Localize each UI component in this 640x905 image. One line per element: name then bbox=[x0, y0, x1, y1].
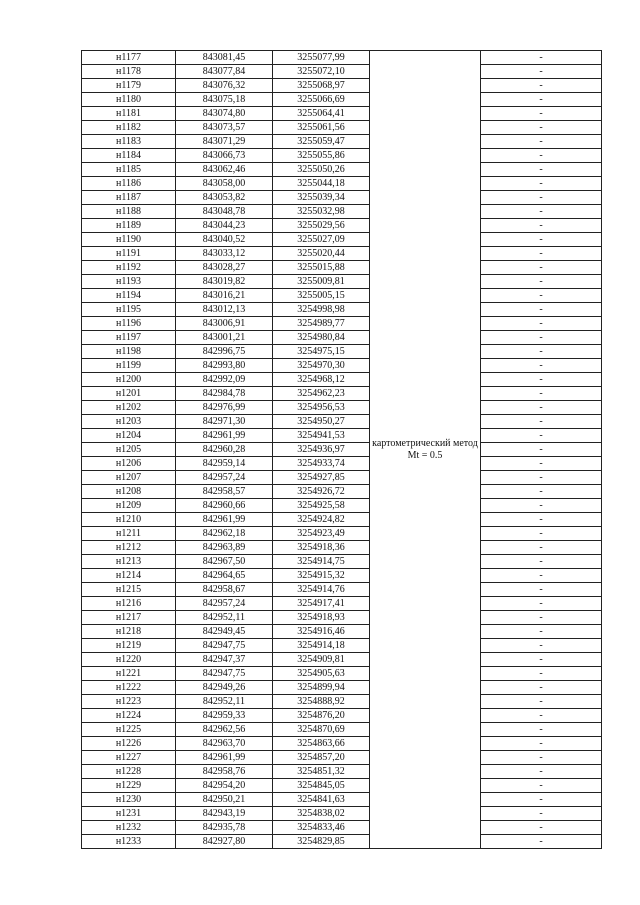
point-id-cell: н1183 bbox=[82, 135, 176, 149]
point-id-cell: н1226 bbox=[82, 737, 176, 751]
x-coordinate-cell: 843062,46 bbox=[176, 163, 273, 177]
table-row bbox=[82, 625, 602, 639]
dash-cell: - bbox=[481, 597, 602, 611]
x-coordinate-cell: 842957,24 bbox=[176, 471, 273, 485]
x-coordinate-cell: 842961,99 bbox=[176, 513, 273, 527]
table-row bbox=[82, 723, 602, 737]
table-row bbox=[82, 65, 602, 79]
dash-cell: - bbox=[481, 303, 602, 317]
dash-cell: - bbox=[481, 443, 602, 457]
x-coordinate-cell: 843006,91 bbox=[176, 317, 273, 331]
dash-cell: - bbox=[481, 289, 602, 303]
x-coordinate-cell: 842947,37 bbox=[176, 653, 273, 667]
dash-cell: - bbox=[481, 639, 602, 653]
x-coordinate-cell: 843075,18 bbox=[176, 93, 273, 107]
x-coordinate-cell: 842996,75 bbox=[176, 345, 273, 359]
x-coordinate-cell: 843053,82 bbox=[176, 191, 273, 205]
point-id-cell: н1203 bbox=[82, 415, 176, 429]
point-id-cell: н1231 bbox=[82, 807, 176, 821]
x-coordinate-cell: 842935,78 bbox=[176, 821, 273, 835]
x-coordinate-cell: 842947,75 bbox=[176, 667, 273, 681]
y-coordinate-cell: 3254941,53 bbox=[273, 429, 370, 443]
dash-cell: - bbox=[481, 569, 602, 583]
table-row bbox=[82, 583, 602, 597]
y-coordinate-cell: 3255032,98 bbox=[273, 205, 370, 219]
x-coordinate-cell: 842967,50 bbox=[176, 555, 273, 569]
dash-cell: - bbox=[481, 79, 602, 93]
x-coordinate-cell: 843033,12 bbox=[176, 247, 273, 261]
y-coordinate-cell: 3254980,84 bbox=[273, 331, 370, 345]
y-coordinate-cell: 3254914,18 bbox=[273, 639, 370, 653]
dash-cell: - bbox=[481, 793, 602, 807]
dash-cell: - bbox=[481, 821, 602, 835]
table-row bbox=[82, 177, 602, 191]
x-coordinate-cell: 843028,27 bbox=[176, 261, 273, 275]
x-coordinate-cell: 842960,66 bbox=[176, 499, 273, 513]
table-row bbox=[82, 359, 602, 373]
table-row bbox=[82, 653, 602, 667]
x-coordinate-cell: 842952,11 bbox=[176, 611, 273, 625]
point-id-cell: н1179 bbox=[82, 79, 176, 93]
y-coordinate-cell: 3254876,20 bbox=[273, 709, 370, 723]
table-row bbox=[82, 555, 602, 569]
point-id-cell: н1202 bbox=[82, 401, 176, 415]
table-row bbox=[82, 415, 602, 429]
table-row bbox=[82, 205, 602, 219]
x-coordinate-cell: 843077,84 bbox=[176, 65, 273, 79]
dash-cell: - bbox=[481, 135, 602, 149]
dash-cell: - bbox=[481, 485, 602, 499]
y-coordinate-cell: 3254870,69 bbox=[273, 723, 370, 737]
dash-cell: - bbox=[481, 149, 602, 163]
y-coordinate-cell: 3254914,76 bbox=[273, 583, 370, 597]
x-coordinate-cell: 842992,09 bbox=[176, 373, 273, 387]
dash-cell: - bbox=[481, 93, 602, 107]
point-id-cell: н1204 bbox=[82, 429, 176, 443]
point-id-cell: н1184 bbox=[82, 149, 176, 163]
x-coordinate-cell: 842949,26 bbox=[176, 681, 273, 695]
table-row bbox=[82, 737, 602, 751]
dash-cell: - bbox=[481, 247, 602, 261]
point-id-cell: н1216 bbox=[82, 597, 176, 611]
dash-cell: - bbox=[481, 499, 602, 513]
table-row bbox=[82, 681, 602, 695]
dash-cell: - bbox=[481, 681, 602, 695]
table-row bbox=[82, 443, 602, 457]
point-id-cell: н1212 bbox=[82, 541, 176, 555]
x-coordinate-cell: 842961,99 bbox=[176, 429, 273, 443]
y-coordinate-cell: 3254829,85 bbox=[273, 835, 370, 849]
point-id-cell: н1224 bbox=[82, 709, 176, 723]
point-id-cell: н1218 bbox=[82, 625, 176, 639]
y-coordinate-cell: 3254888,92 bbox=[273, 695, 370, 709]
table-row bbox=[82, 429, 602, 443]
x-coordinate-cell: 843019,82 bbox=[176, 275, 273, 289]
table-row bbox=[82, 639, 602, 653]
table-row bbox=[82, 709, 602, 723]
y-coordinate-cell: 3254970,30 bbox=[273, 359, 370, 373]
table-row bbox=[82, 163, 602, 177]
x-coordinate-cell: 842943,19 bbox=[176, 807, 273, 821]
y-coordinate-cell: 3255009,81 bbox=[273, 275, 370, 289]
point-id-cell: н1185 bbox=[82, 163, 176, 177]
point-id-cell: н1182 bbox=[82, 121, 176, 135]
table-row bbox=[82, 233, 602, 247]
dash-cell: - bbox=[481, 541, 602, 555]
y-coordinate-cell: 3255064,41 bbox=[273, 107, 370, 121]
y-coordinate-cell: 3254927,85 bbox=[273, 471, 370, 485]
x-coordinate-cell: 843071,29 bbox=[176, 135, 273, 149]
dash-cell: - bbox=[481, 205, 602, 219]
point-id-cell: н1222 bbox=[82, 681, 176, 695]
x-coordinate-cell: 843001,21 bbox=[176, 331, 273, 345]
point-id-cell: н1229 bbox=[82, 779, 176, 793]
table-row bbox=[82, 289, 602, 303]
point-id-cell: н1195 bbox=[82, 303, 176, 317]
y-coordinate-cell: 3254956,53 bbox=[273, 401, 370, 415]
y-coordinate-cell: 3254933,74 bbox=[273, 457, 370, 471]
x-coordinate-cell: 842976,99 bbox=[176, 401, 273, 415]
x-coordinate-cell: 843044,23 bbox=[176, 219, 273, 233]
y-coordinate-cell: 3254916,46 bbox=[273, 625, 370, 639]
point-id-cell: н1214 bbox=[82, 569, 176, 583]
table-row bbox=[82, 807, 602, 821]
y-coordinate-cell: 3255029,56 bbox=[273, 219, 370, 233]
coordinates-table-body bbox=[82, 51, 602, 849]
x-coordinate-cell: 842961,99 bbox=[176, 751, 273, 765]
point-id-cell: н1200 bbox=[82, 373, 176, 387]
method-note-cell: картометрический метод Mt = 0.5 bbox=[370, 51, 481, 849]
y-coordinate-cell: 3254838,02 bbox=[273, 807, 370, 821]
y-coordinate-cell: 3254924,82 bbox=[273, 513, 370, 527]
table-row bbox=[82, 79, 602, 93]
x-coordinate-cell: 842963,70 bbox=[176, 737, 273, 751]
point-id-cell: н1189 bbox=[82, 219, 176, 233]
table-row bbox=[82, 135, 602, 149]
dash-cell: - bbox=[481, 317, 602, 331]
dash-cell: - bbox=[481, 709, 602, 723]
point-id-cell: н1230 bbox=[82, 793, 176, 807]
table-row bbox=[82, 499, 602, 513]
y-coordinate-cell: 3255005,15 bbox=[273, 289, 370, 303]
table-row bbox=[82, 345, 602, 359]
y-coordinate-cell: 3254925,58 bbox=[273, 499, 370, 513]
dash-cell: - bbox=[481, 51, 602, 65]
x-coordinate-cell: 842949,45 bbox=[176, 625, 273, 639]
y-coordinate-cell: 3254841,63 bbox=[273, 793, 370, 807]
dash-cell: - bbox=[481, 667, 602, 681]
table-row bbox=[82, 303, 602, 317]
table-row bbox=[82, 219, 602, 233]
x-coordinate-cell: 842958,57 bbox=[176, 485, 273, 499]
point-id-cell: н1233 bbox=[82, 835, 176, 849]
x-coordinate-cell: 842962,18 bbox=[176, 527, 273, 541]
dash-cell: - bbox=[481, 345, 602, 359]
dash-cell: - bbox=[481, 765, 602, 779]
y-coordinate-cell: 3255044,18 bbox=[273, 177, 370, 191]
dash-cell: - bbox=[481, 177, 602, 191]
table-row bbox=[82, 401, 602, 415]
table-row bbox=[82, 261, 602, 275]
dash-cell: - bbox=[481, 233, 602, 247]
point-id-cell: н1207 bbox=[82, 471, 176, 485]
x-coordinate-cell: 843058,00 bbox=[176, 177, 273, 191]
x-coordinate-cell: 842962,56 bbox=[176, 723, 273, 737]
x-coordinate-cell: 842963,89 bbox=[176, 541, 273, 555]
point-id-cell: н1213 bbox=[82, 555, 176, 569]
point-id-cell: н1177 bbox=[82, 51, 176, 65]
table-row bbox=[82, 471, 602, 485]
table-row bbox=[82, 667, 602, 681]
y-coordinate-cell: 3255066,69 bbox=[273, 93, 370, 107]
point-id-cell: н1187 bbox=[82, 191, 176, 205]
table-row bbox=[82, 765, 602, 779]
table-row bbox=[82, 317, 602, 331]
table-row bbox=[82, 121, 602, 135]
point-id-cell: н1217 bbox=[82, 611, 176, 625]
y-coordinate-cell: 3254923,49 bbox=[273, 527, 370, 541]
table-row bbox=[82, 149, 602, 163]
point-id-cell: н1220 bbox=[82, 653, 176, 667]
y-coordinate-cell: 3254936,97 bbox=[273, 443, 370, 457]
dash-cell: - bbox=[481, 723, 602, 737]
x-coordinate-cell: 842927,80 bbox=[176, 835, 273, 849]
y-coordinate-cell: 3254899,94 bbox=[273, 681, 370, 695]
point-id-cell: н1211 bbox=[82, 527, 176, 541]
dash-cell: - bbox=[481, 835, 602, 849]
y-coordinate-cell: 3254914,75 bbox=[273, 555, 370, 569]
x-coordinate-cell: 842958,67 bbox=[176, 583, 273, 597]
table-row bbox=[82, 611, 602, 625]
dash-cell: - bbox=[481, 751, 602, 765]
dash-cell: - bbox=[481, 457, 602, 471]
table-row bbox=[82, 331, 602, 345]
y-coordinate-cell: 3255015,88 bbox=[273, 261, 370, 275]
table-row bbox=[82, 373, 602, 387]
x-coordinate-cell: 842971,30 bbox=[176, 415, 273, 429]
point-id-cell: н1199 bbox=[82, 359, 176, 373]
table-row bbox=[82, 485, 602, 499]
dash-cell: - bbox=[481, 401, 602, 415]
point-id-cell: н1221 bbox=[82, 667, 176, 681]
point-id-cell: н1215 bbox=[82, 583, 176, 597]
dash-cell: - bbox=[481, 583, 602, 597]
point-id-cell: н1180 bbox=[82, 93, 176, 107]
y-coordinate-cell: 3254926,72 bbox=[273, 485, 370, 499]
y-coordinate-cell: 3254845,05 bbox=[273, 779, 370, 793]
y-coordinate-cell: 3254833,46 bbox=[273, 821, 370, 835]
y-coordinate-cell: 3254905,63 bbox=[273, 667, 370, 681]
x-coordinate-cell: 843066,73 bbox=[176, 149, 273, 163]
y-coordinate-cell: 3255072,10 bbox=[273, 65, 370, 79]
table-row bbox=[82, 751, 602, 765]
y-coordinate-cell: 3254962,23 bbox=[273, 387, 370, 401]
point-id-cell: н1208 bbox=[82, 485, 176, 499]
table-row bbox=[82, 569, 602, 583]
x-coordinate-cell: 843012,13 bbox=[176, 303, 273, 317]
table-row bbox=[82, 275, 602, 289]
dash-cell: - bbox=[481, 359, 602, 373]
point-id-cell: н1206 bbox=[82, 457, 176, 471]
x-coordinate-cell: 842947,75 bbox=[176, 639, 273, 653]
dash-cell: - bbox=[481, 625, 602, 639]
y-coordinate-cell: 3255039,34 bbox=[273, 191, 370, 205]
dash-cell: - bbox=[481, 653, 602, 667]
point-id-cell: н1188 bbox=[82, 205, 176, 219]
x-coordinate-cell: 842993,80 bbox=[176, 359, 273, 373]
point-id-cell: н1196 bbox=[82, 317, 176, 331]
y-coordinate-cell: 3254975,15 bbox=[273, 345, 370, 359]
table-row bbox=[82, 597, 602, 611]
point-id-cell: н1193 bbox=[82, 275, 176, 289]
x-coordinate-cell: 843076,32 bbox=[176, 79, 273, 93]
dash-cell: - bbox=[481, 807, 602, 821]
y-coordinate-cell: 3255027,09 bbox=[273, 233, 370, 247]
dash-cell: - bbox=[481, 513, 602, 527]
dash-cell: - bbox=[481, 191, 602, 205]
dash-cell: - bbox=[481, 779, 602, 793]
x-coordinate-cell: 842960,28 bbox=[176, 443, 273, 457]
table-row bbox=[82, 695, 602, 709]
dash-cell: - bbox=[481, 331, 602, 345]
dash-cell: - bbox=[481, 387, 602, 401]
x-coordinate-cell: 843016,21 bbox=[176, 289, 273, 303]
y-coordinate-cell: 3254950,27 bbox=[273, 415, 370, 429]
x-coordinate-cell: 842959,33 bbox=[176, 709, 273, 723]
x-coordinate-cell: 843048,78 bbox=[176, 205, 273, 219]
dash-cell: - bbox=[481, 415, 602, 429]
dash-cell: - bbox=[481, 261, 602, 275]
dash-cell: - bbox=[481, 107, 602, 121]
x-coordinate-cell: 843081,45 bbox=[176, 51, 273, 65]
y-coordinate-cell: 3254918,36 bbox=[273, 541, 370, 555]
dash-cell: - bbox=[481, 121, 602, 135]
table-row bbox=[82, 457, 602, 471]
y-coordinate-cell: 3255068,97 bbox=[273, 79, 370, 93]
y-coordinate-cell: 3254909,81 bbox=[273, 653, 370, 667]
dash-cell: - bbox=[481, 555, 602, 569]
point-id-cell: н1205 bbox=[82, 443, 176, 457]
dash-cell: - bbox=[481, 527, 602, 541]
x-coordinate-cell: 842959,14 bbox=[176, 457, 273, 471]
y-coordinate-cell: 3255061,56 bbox=[273, 121, 370, 135]
y-coordinate-cell: 3254863,66 bbox=[273, 737, 370, 751]
y-coordinate-cell: 3254915,32 bbox=[273, 569, 370, 583]
y-coordinate-cell: 3255050,26 bbox=[273, 163, 370, 177]
x-coordinate-cell: 842954,20 bbox=[176, 779, 273, 793]
y-coordinate-cell: 3254998,98 bbox=[273, 303, 370, 317]
table-row bbox=[82, 541, 602, 555]
x-coordinate-cell: 842950,21 bbox=[176, 793, 273, 807]
table-row bbox=[82, 527, 602, 541]
y-coordinate-cell: 3255055,86 bbox=[273, 149, 370, 163]
table-row bbox=[82, 387, 602, 401]
table-row bbox=[82, 93, 602, 107]
point-id-cell: н1225 bbox=[82, 723, 176, 737]
dash-cell: - bbox=[481, 65, 602, 79]
y-coordinate-cell: 3254989,77 bbox=[273, 317, 370, 331]
x-coordinate-cell: 843073,57 bbox=[176, 121, 273, 135]
table-row bbox=[82, 51, 602, 65]
x-coordinate-cell: 842957,24 bbox=[176, 597, 273, 611]
x-coordinate-cell: 842984,78 bbox=[176, 387, 273, 401]
table-row bbox=[82, 191, 602, 205]
point-id-cell: н1232 bbox=[82, 821, 176, 835]
dash-cell: - bbox=[481, 695, 602, 709]
dash-cell: - bbox=[481, 373, 602, 387]
point-id-cell: н1228 bbox=[82, 765, 176, 779]
table-row bbox=[82, 247, 602, 261]
x-coordinate-cell: 843040,52 bbox=[176, 233, 273, 247]
y-coordinate-cell: 3254968,12 bbox=[273, 373, 370, 387]
y-coordinate-cell: 3254851,32 bbox=[273, 765, 370, 779]
point-id-cell: н1194 bbox=[82, 289, 176, 303]
table-row bbox=[82, 513, 602, 527]
table-row bbox=[82, 779, 602, 793]
point-id-cell: н1192 bbox=[82, 261, 176, 275]
x-coordinate-cell: 842958,76 bbox=[176, 765, 273, 779]
point-id-cell: н1197 bbox=[82, 331, 176, 345]
y-coordinate-cell: 3255077,99 bbox=[273, 51, 370, 65]
table-row bbox=[82, 107, 602, 121]
dash-cell: - bbox=[481, 163, 602, 177]
point-id-cell: н1219 bbox=[82, 639, 176, 653]
y-coordinate-cell: 3254918,93 bbox=[273, 611, 370, 625]
dash-cell: - bbox=[481, 219, 602, 233]
y-coordinate-cell: 3254857,20 bbox=[273, 751, 370, 765]
point-id-cell: н1201 bbox=[82, 387, 176, 401]
x-coordinate-cell: 842952,11 bbox=[176, 695, 273, 709]
point-id-cell: н1198 bbox=[82, 345, 176, 359]
x-coordinate-cell: 842964,65 bbox=[176, 569, 273, 583]
point-id-cell: н1178 bbox=[82, 65, 176, 79]
point-id-cell: н1191 bbox=[82, 247, 176, 261]
table-row bbox=[82, 835, 602, 849]
point-id-cell: н1227 bbox=[82, 751, 176, 765]
dash-cell: - bbox=[481, 275, 602, 289]
point-id-cell: н1181 bbox=[82, 107, 176, 121]
point-id-cell: н1190 bbox=[82, 233, 176, 247]
y-coordinate-cell: 3255020,44 bbox=[273, 247, 370, 261]
table-row bbox=[82, 821, 602, 835]
dash-cell: - bbox=[481, 471, 602, 485]
y-coordinate-cell: 3254917,41 bbox=[273, 597, 370, 611]
coordinates-table bbox=[81, 50, 602, 849]
table-row bbox=[82, 793, 602, 807]
dash-cell: - bbox=[481, 611, 602, 625]
dash-cell: - bbox=[481, 737, 602, 751]
y-coordinate-cell: 3255059,47 bbox=[273, 135, 370, 149]
x-coordinate-cell: 843074,80 bbox=[176, 107, 273, 121]
point-id-cell: н1210 bbox=[82, 513, 176, 527]
dash-cell: - bbox=[481, 429, 602, 443]
point-id-cell: н1209 bbox=[82, 499, 176, 513]
point-id-cell: н1186 bbox=[82, 177, 176, 191]
point-id-cell: н1223 bbox=[82, 695, 176, 709]
